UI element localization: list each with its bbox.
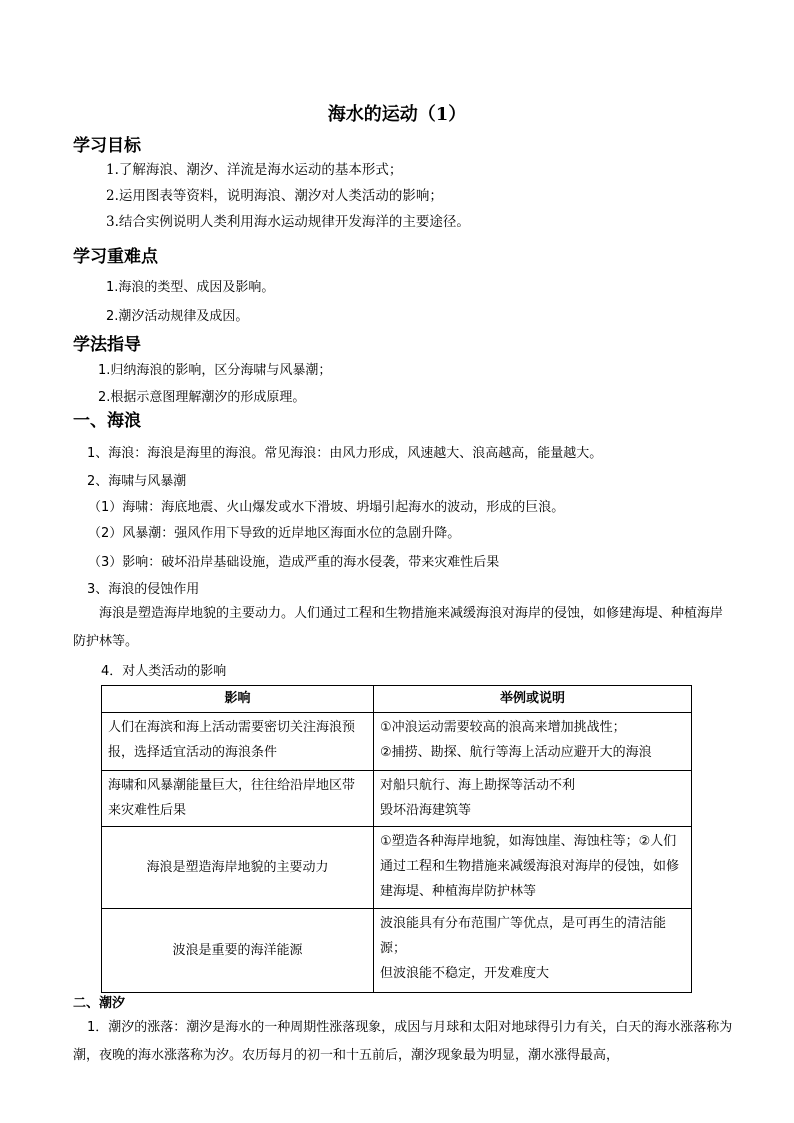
method-item: 2.根据示意图理解潮汐的形成原理。 [98,390,306,405]
key-points-heading: 学习重难点 [73,247,158,267]
method-item: 1.归纳海浪的影响，区分海啸与风暴潮； [98,363,332,378]
objective-item: 3.结合实例说明人类利用海水运动规律开发海洋的主要途径。 [106,214,470,230]
cell-line: ②捕捞、勘探、航行等海上活动应避开大的海浪 [380,745,652,760]
document-title: 海水的运动（1） [327,104,467,125]
method-heading: 学法指导 [73,335,141,355]
table-cell [374,909,692,993]
table-header-row [102,686,692,713]
section2-heading: 二、潮汐 [73,996,126,1011]
table-row [102,909,692,993]
section2-paragraph: 1．潮汐的涨落：潮汐是海水的一种周期性涨落现象，成因与月球和太阳对地球得引力有关，白天的海水涨落称为潮，夜晚的海水涨落称为汐。农历每月的初一和十五前后，潮汐现象最为明显，潮水涨得最高， [73,1020,733,1063]
table-row [102,771,692,827]
cell-line: ①冲浪运动需要较高的浪高来增加挑战性； [380,720,626,735]
key-point-item: 2.潮汐活动规律及成因。 [106,309,249,324]
cell-line: 对船只航行、海上勘探等活动不利 [380,778,576,793]
table-cell [374,713,692,771]
table-cell: 海啸和风暴潮能量巨大，往往给沿岸地区带来灾难性后果 [102,771,374,827]
cell-line: 波浪能具有分布范围广等优点，是可再生的清洁能源； [380,916,667,956]
section1-heading: 一、海浪 [73,411,141,431]
impact-table [101,685,692,993]
table-cell [374,827,692,909]
objective-item: 2.运用图表等资料，说明海浪、潮汐对人类活动的影响； [106,188,443,204]
table-header-cell: 影响 [102,686,374,713]
table-cell: 人们在海滨和海上活动需要密切关注海浪预报，选择适宜活动的海浪条件 [102,713,374,771]
section1-paragraph: （3）影响：破坏沿岸基础设施，造成严重的海水侵袭，带来灾难性后果 [88,555,500,570]
section1-paragraph: 3、海浪的侵蚀作用 [87,582,200,597]
section1-paragraph: 2、海啸与风暴潮 [87,474,187,489]
section1-paragraph: （1）海啸：海底地震、火山爆发或水下滑坡、坍塌引起海水的波动，形成的巨浪。 [88,500,565,515]
section1-paragraph: （2）风暴潮：强风作用下导致的近岸地区海面水位的急剧升降。 [88,526,461,541]
table-header-cell: 举例或说明 [374,686,692,713]
objective-item: 1.了解海浪、潮汐、洋流是海水运动的基本形式； [106,162,403,178]
section1-paragraph: 海浪是塑造海岸地貌的主要动力。人们通过工程和生物措施来减缓海浪对海岸的侵蚀，如修建海堤、种植海岸防护林等。 [73,606,724,649]
key-point-item: 1.海浪的类型、成因及影响。 [106,280,275,295]
cell-line: 但波浪能不稳定，开发难度大 [380,966,550,981]
objectives-heading: 学习目标 [73,136,141,156]
cell-line: ①塑造各种海岸地貌，如海蚀崖、海蚀柱等；②人们通过工程和生物措施来减缓海浪对海岸的侵蚀，如修建海堤、种植海岸防护林等 [380,834,680,899]
section1-paragraph: 1、海浪：海浪是海里的海浪。常见海浪：由风力形成，风速越大、浪高越高，能量越大。 [87,446,603,461]
table-cell [374,771,692,827]
table-row [102,827,692,909]
cell-line: 毁坏沿海建筑等 [380,803,472,818]
table-row [102,713,692,771]
section1-paragraph: 4．对人类活动的影响 [101,664,227,679]
table-cell: 波浪是重要的海洋能源 [102,909,374,993]
table-cell: 海浪是塑造海岸地貌的主要动力 [102,827,374,909]
